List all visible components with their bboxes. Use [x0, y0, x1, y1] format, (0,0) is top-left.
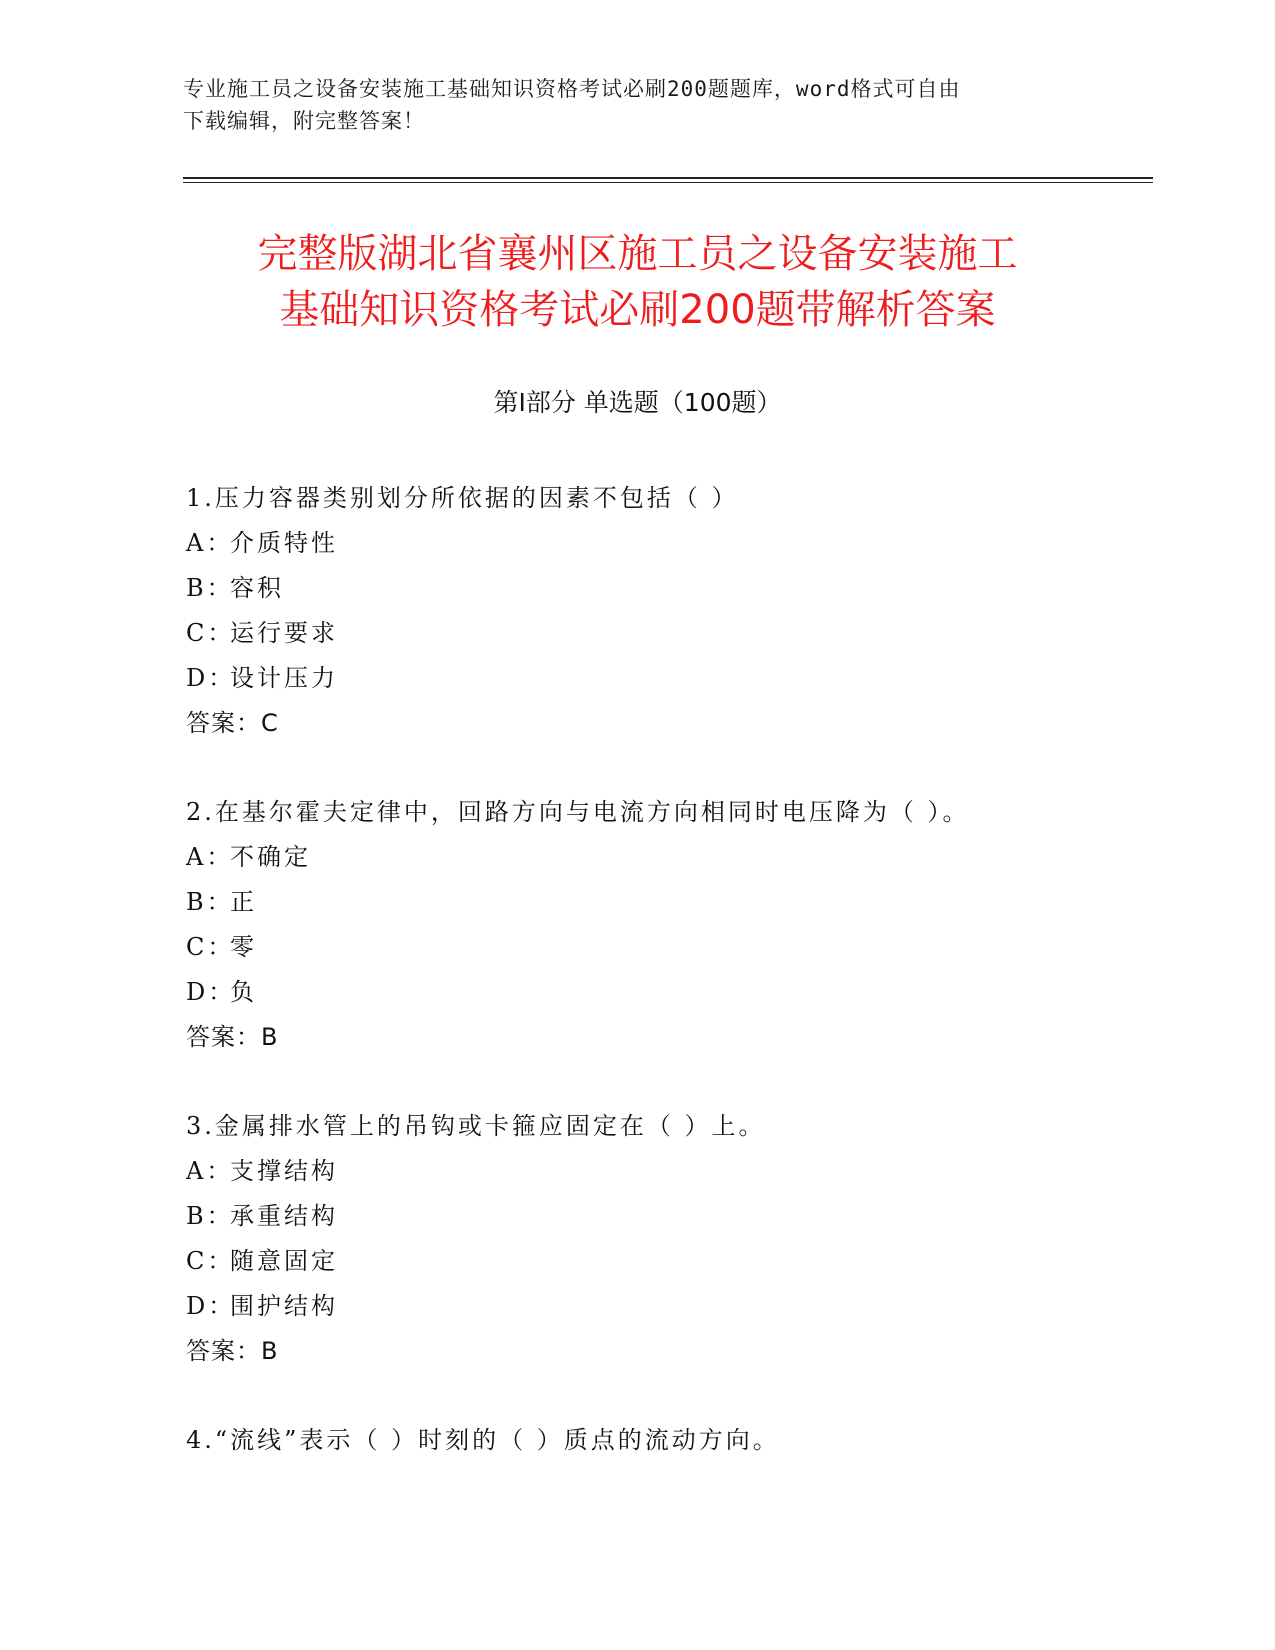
document-title [140, 226, 1135, 338]
option-a [186, 521, 1136, 566]
answer: 答案：B [186, 1023, 279, 1051]
question-1 [186, 476, 1136, 746]
header-divider-thick [183, 177, 1153, 179]
question-list [186, 476, 1136, 1507]
option-text: 零 [230, 933, 257, 961]
question-text: 3.金属排水管上的吊钩或卡箍应固定在（ ）上。 [186, 1112, 766, 1140]
section-title: 第Ⅰ部分 单选题（100题） [493, 388, 782, 417]
option-text: 容积 [230, 574, 284, 602]
option-b [186, 1194, 1136, 1239]
option-text: 承重结构 [230, 1202, 338, 1230]
question-2 [186, 790, 1136, 1060]
option-c [186, 925, 1136, 970]
question-4 [186, 1418, 1136, 1463]
option-key: C： [186, 933, 235, 961]
question-3 [186, 1104, 1136, 1374]
document-title-line-1: 完整版湖北省襄州区施工员之设备安装施工 [257, 231, 1018, 277]
option-text: 运行要求 [230, 619, 338, 647]
option-key: C： [186, 619, 235, 647]
option-a [186, 835, 1136, 880]
option-key: D： [186, 664, 236, 692]
option-d [186, 1284, 1136, 1329]
option-text: 支撑结构 [230, 1157, 338, 1185]
option-key: B： [186, 888, 234, 916]
option-text: 设计压力 [230, 664, 338, 692]
option-key: B： [186, 574, 234, 602]
option-b [186, 566, 1136, 611]
question-text: 1.压力容器类别划分所依据的因素不包括（ ） [186, 484, 739, 512]
option-text: 介质特性 [230, 529, 338, 557]
option-d [186, 656, 1136, 701]
option-text: 围护结构 [230, 1292, 338, 1320]
option-c [186, 1239, 1136, 1284]
header-note-line-1: 专业施工员之设备安装施工基础知识资格考试必刷200题题库，word格式可自由 [183, 77, 961, 101]
option-text: 不确定 [230, 843, 311, 871]
answer: 答案：C [186, 709, 279, 737]
option-key: D： [186, 978, 236, 1006]
question-text: 2.在基尔霍夫定律中，回路方向与电流方向相同时电压降为（ ）。 [186, 798, 970, 826]
header-note [183, 73, 1063, 137]
question-text: 4.“流线”表示（ ）时刻的（ ）质点的流动方向。 [186, 1426, 780, 1454]
document-title-line-2: 基础知识资格考试必刷200题带解析答案 [279, 287, 996, 333]
option-text: 随意固定 [230, 1247, 338, 1275]
option-key: B： [186, 1202, 234, 1230]
header-divider-thin [183, 182, 1153, 183]
option-key: D： [186, 1292, 236, 1320]
option-d [186, 970, 1136, 1015]
header-note-line-2: 下载编辑，附完整答案！ [183, 109, 425, 133]
option-a [186, 1149, 1136, 1194]
option-text: 正 [230, 888, 257, 916]
option-key: C： [186, 1247, 235, 1275]
option-key: A： [186, 843, 234, 871]
option-c [186, 611, 1136, 656]
option-key: A： [186, 1157, 234, 1185]
option-key: A： [186, 529, 234, 557]
answer: 答案：B [186, 1337, 279, 1365]
option-b [186, 880, 1136, 925]
option-text: 负 [230, 978, 257, 1006]
